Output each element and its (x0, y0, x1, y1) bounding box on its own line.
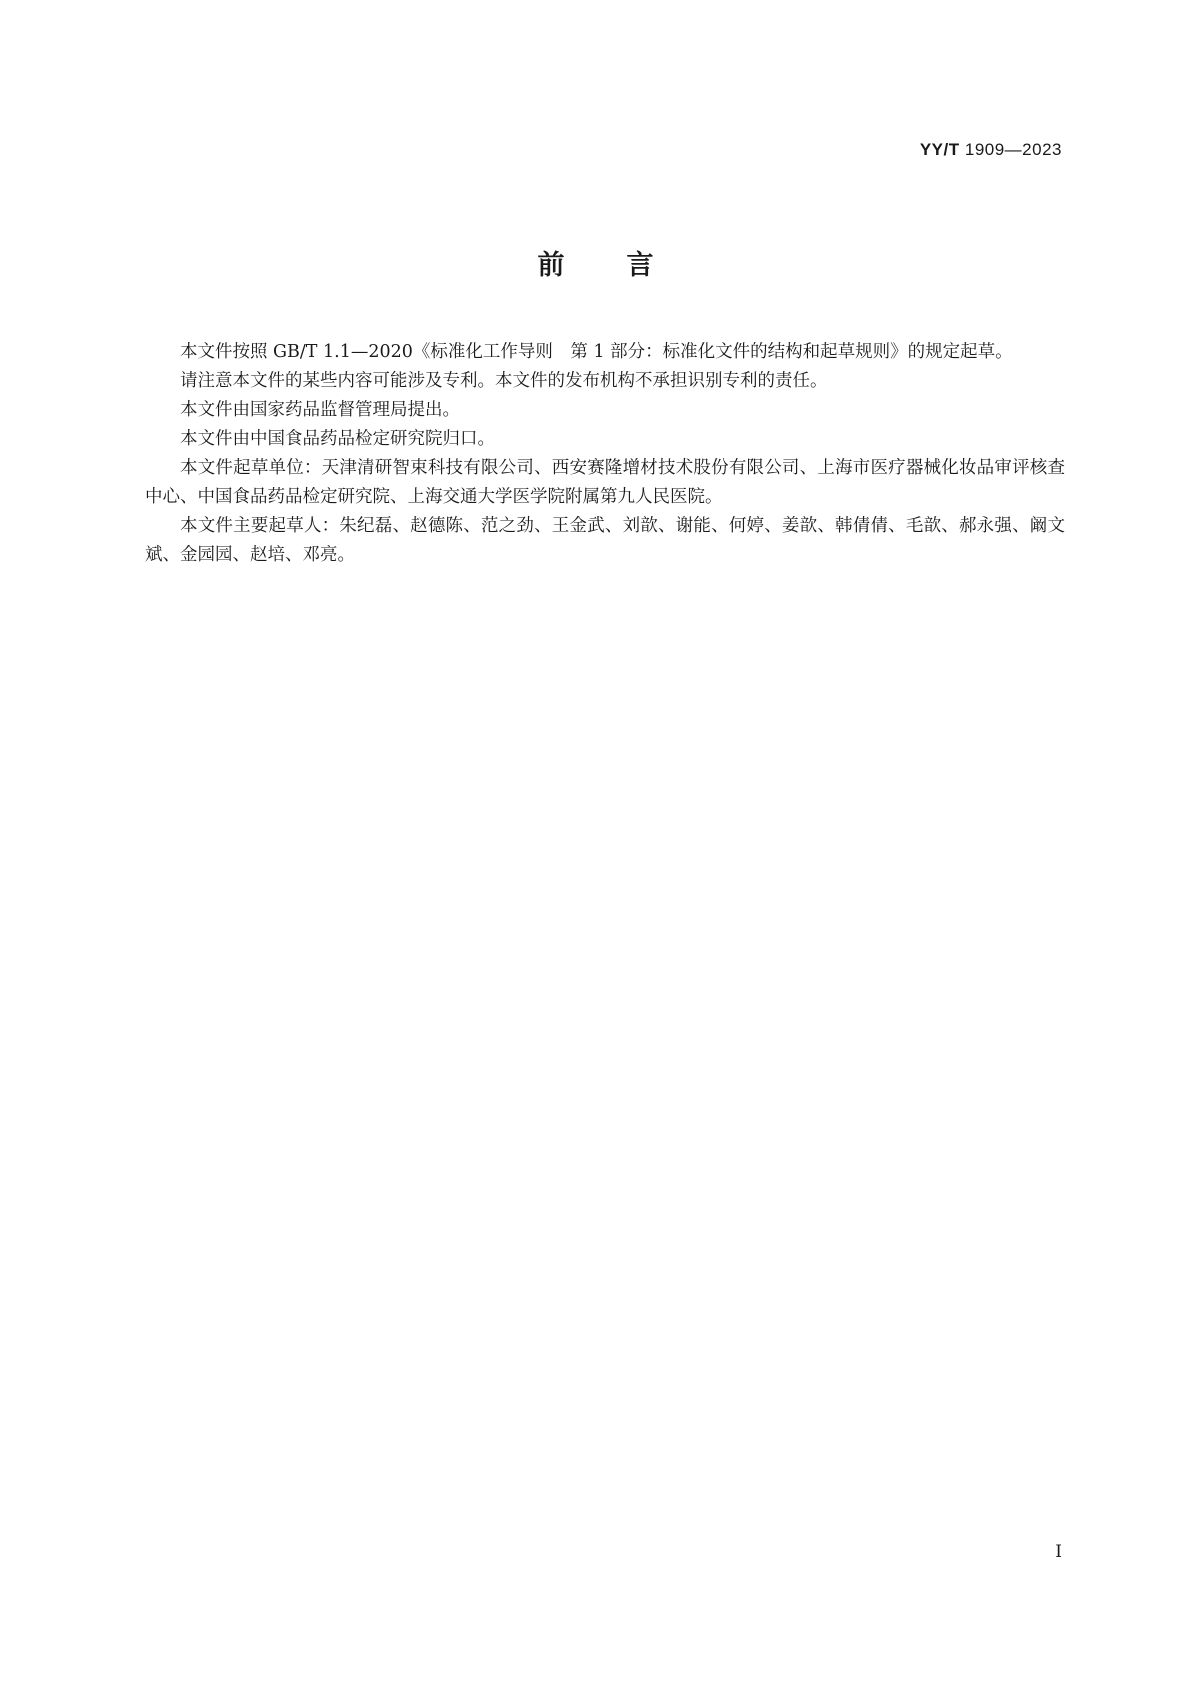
standard-code: 1909—2023 (964, 140, 1062, 159)
foreword-body (145, 338, 1065, 570)
paragraph-drafting-basis: 本文件按照 GB/T 1.1—2020《标准化工作导则 第 1 部分：标准化文件的结构和起草规则》的规定起草。 (180, 342, 1013, 362)
page-number: I (1055, 1542, 1062, 1562)
paragraph-drafting-units: 本文件起草单位：天津清研智束科技有限公司、西安赛隆增材技术股份有限公司、上海市医疗器械化妆品审评核查中心、中国食品药品检定研究院、上海交通大学医学院附属第九人民医院。 (145, 458, 1065, 507)
standard-prefix: YY/T (919, 140, 960, 159)
paragraph-drafters: 本文件主要起草人：朱纪磊、赵德陈、范之劲、王金武、刘歆、谢能、何婷、姜歆、韩倩倩、毛歆、郝永强、阚文斌、金园园、赵培、邓亮。 (145, 516, 1065, 565)
page-title: 前言 (537, 250, 716, 281)
paragraph-centralized-unit: 本文件由中国食品药品检定研究院归口。 (180, 429, 495, 449)
paragraph-proposer: 本文件由国家药品监督管理局提出。 (180, 400, 460, 420)
paragraph-patent-notice: 请注意本文件的某些内容可能涉及专利。本文件的发布机构不承担识别专利的责任。 (180, 371, 828, 391)
standard-number (920, 140, 1062, 160)
